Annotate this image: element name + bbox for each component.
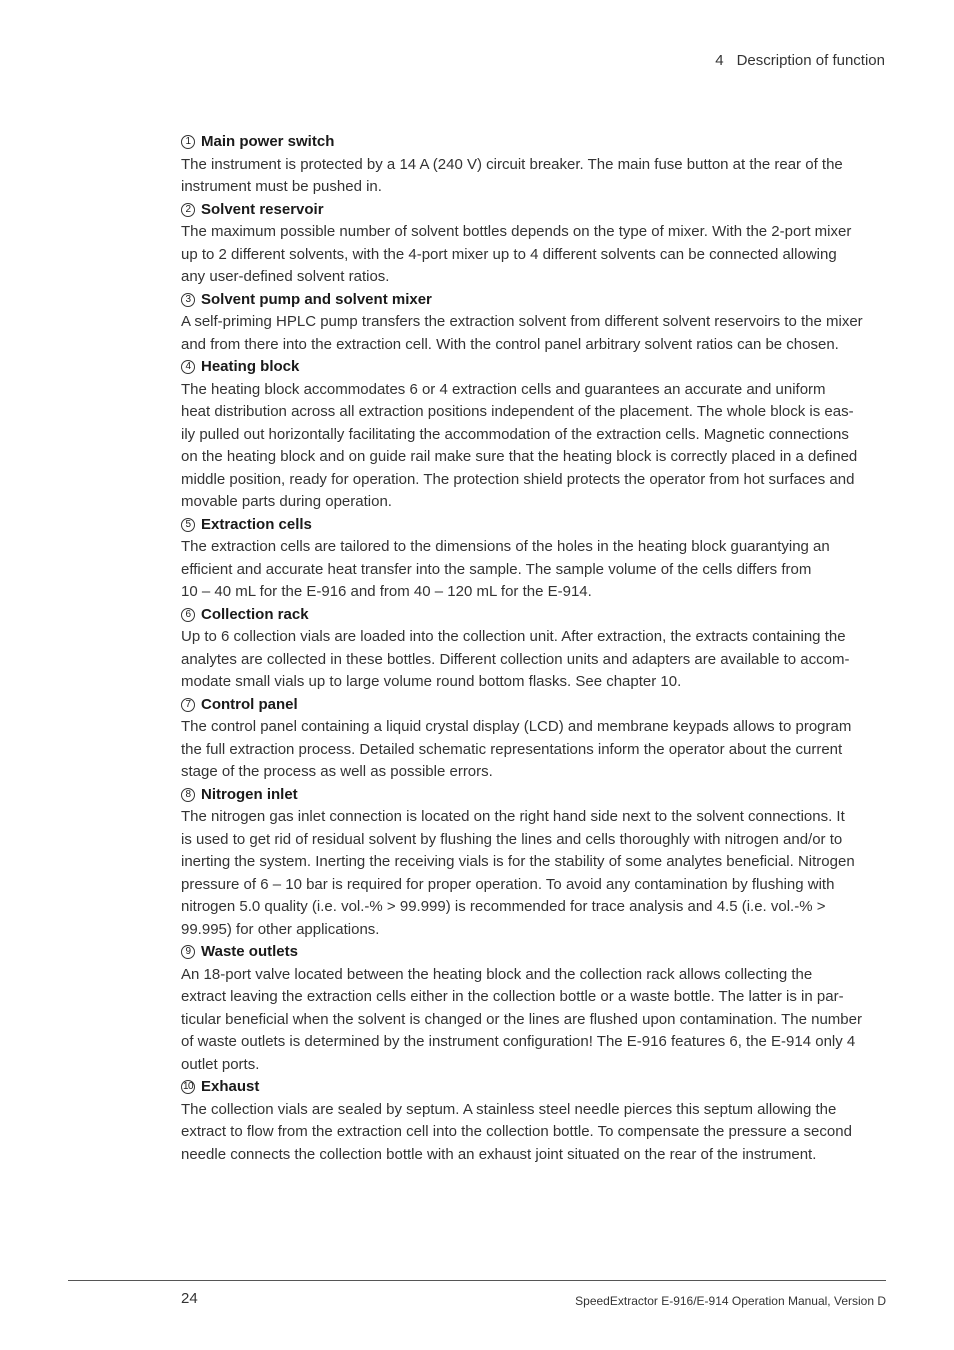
text-line: heat distribution across all extraction positions independent of the placement. The whole block is eas- xyxy=(181,403,854,420)
text-line: An 18-port valve located between the heating block and the collection rack allows collecting the xyxy=(181,965,813,983)
text-line: the full extraction process. Detailed schematic representations inform the operator about the current xyxy=(181,740,843,758)
item-main-power-switch xyxy=(181,131,887,199)
text-line: Up to 6 collection vials are loaded into the collection unit. After extraction, the extracts containing the xyxy=(181,628,846,645)
text-line: efficient and accurate heat transfer into the sample. The sample volume of the cells differs from xyxy=(181,560,812,578)
text-line: needle connects the collection bottle with an exhaust joint situated on the rear of the instrument. xyxy=(181,1145,817,1163)
item-description xyxy=(181,379,887,514)
text-line: outlet ports. xyxy=(181,1055,260,1073)
text-line: is used to get rid of residual solvent by flushing the lines and cells thoroughly with nitrogen and/or to xyxy=(181,830,843,848)
text-line: extract leaving the extraction cells either in the collection bottle or a waste bottle. The latter is in par- xyxy=(181,988,844,1005)
text-line: any user-defined solvent ratios. xyxy=(181,268,390,285)
item-control-panel xyxy=(181,694,887,784)
item-heading xyxy=(181,784,887,807)
item-title: Collection rack xyxy=(201,605,309,623)
item-title: Waste outlets xyxy=(201,943,298,960)
item-description xyxy=(181,536,887,604)
item-heading xyxy=(181,604,887,627)
text-line: stage of the process as well as possible errors. xyxy=(181,763,493,780)
item-number-badge: 8 xyxy=(181,788,195,802)
text-line: The collection vials are sealed by septum. A stainless steel needle pierces this septum allowing the xyxy=(181,1100,837,1118)
text-line: middle position, ready for operation. The protection shield protects the operator from hot surfaces and xyxy=(181,470,855,488)
item-heading xyxy=(181,199,887,222)
item-number-badge: 4 xyxy=(181,360,195,374)
item-heading xyxy=(181,514,887,537)
item-heading xyxy=(181,356,887,379)
item-description xyxy=(181,964,887,1077)
item-heading xyxy=(181,289,887,312)
text-line: The heating block accommodates 6 or 4 extraction cells and guarantees an accurate and uniform xyxy=(181,380,826,398)
text-line: on the heating block and on guide rail make sure that the heating block is correctly placed in a defined xyxy=(181,448,858,465)
item-extraction-cells xyxy=(181,514,887,604)
chapter-number: 4 xyxy=(715,52,724,69)
item-collection-rack xyxy=(181,604,887,694)
text-line: up to 2 different solvents, with the 4-port mixer up to 4 different solvents can be connected allowing xyxy=(181,245,837,263)
item-number-badge: 9 xyxy=(181,945,195,959)
item-description xyxy=(181,311,887,356)
chapter-title: Description of function xyxy=(736,52,885,69)
item-title: Heating block xyxy=(201,358,300,375)
item-title: Control panel xyxy=(201,695,298,713)
item-title: Main power switch xyxy=(201,133,335,150)
item-description xyxy=(181,626,887,694)
item-solvent-pump-and-mixer xyxy=(181,289,887,357)
item-exhaust xyxy=(181,1076,887,1166)
item-heading xyxy=(181,1076,887,1099)
text-line: inerting the system. Inerting the receiving vials is for the stability of some analytes beneficial. Nitrogen xyxy=(181,853,855,870)
text-line: 10 – 40 mL for the E-916 and from 40 – 120 mL for the E-914. xyxy=(181,583,592,600)
item-heading xyxy=(181,131,887,154)
text-line: 99.995) for other applications. xyxy=(181,920,380,938)
item-number-badge: 1 xyxy=(181,135,195,149)
item-title: Solvent reservoir xyxy=(201,200,324,218)
item-title: Extraction cells xyxy=(201,515,312,533)
item-solvent-reservoir xyxy=(181,199,887,289)
text-line: instrument must be pushed in. xyxy=(181,178,382,195)
item-heading xyxy=(181,694,887,717)
item-description xyxy=(181,806,887,941)
text-line: The maximum possible number of solvent bottles depends on the type of mixer. With the 2-port mixer xyxy=(181,223,852,240)
text-line: analytes are collected in these bottles. Different collection units and adapters are available to accom- xyxy=(181,650,850,668)
text-line: extract to flow from the extraction cell into the collection bottle. To compensate the pressure a second xyxy=(181,1123,852,1140)
item-number-badge: 6 xyxy=(181,608,195,622)
text-line: nitrogen 5.0 quality (i.e. vol.-% > 99.999) is recommended for trace analysis and 4.5 (i.e. vol.-% > xyxy=(181,898,826,915)
text-line: A self-priming HPLC pump transfers the extraction solvent from different solvent reservoirs to the mixer xyxy=(181,313,863,330)
item-number-badge: 3 xyxy=(181,293,195,307)
text-line: of waste outlets is determined by the instrument configuration! The E-916 features 6, the E-914 only 4 xyxy=(181,1033,856,1050)
item-waste-outlets xyxy=(181,941,887,1076)
text-line: The extraction cells are tailored to the dimensions of the holes in the heating block guarantying an xyxy=(181,538,830,555)
item-description xyxy=(181,716,887,784)
item-nitrogen-inlet xyxy=(181,784,887,942)
item-title: Solvent pump and solvent mixer xyxy=(201,290,432,308)
footer-divider xyxy=(68,1280,886,1281)
item-title: Exhaust xyxy=(201,1078,260,1095)
item-heating-block xyxy=(181,356,887,514)
text-line: The control panel containing a liquid crystal display (LCD) and membrane keypads allows to program xyxy=(181,718,852,735)
text-line: The nitrogen gas inlet connection is located on the right hand side next to the solvent connections. It xyxy=(181,808,845,825)
item-description xyxy=(181,1099,887,1167)
item-description xyxy=(181,154,887,199)
item-number-badge: 5 xyxy=(181,518,195,532)
text-line: The instrument is protected by a 14 A (240 V) circuit breaker. The main fuse button at the rear of the xyxy=(181,155,843,173)
text-line: ticular beneficial when the solvent is changed or the lines are flushed upon contamination. The number xyxy=(181,1010,862,1028)
text-line: ily pulled out horizontally facilitating the accommodation of the extraction cells. Magnetic connections xyxy=(181,425,849,443)
item-number-badge: 7 xyxy=(181,698,195,712)
running-header xyxy=(715,52,885,69)
item-heading xyxy=(181,941,887,964)
text-line: pressure of 6 – 10 bar is required for proper operation. To avoid any contamination by flushing with xyxy=(181,875,835,893)
item-number-badge: 10 xyxy=(182,1081,194,1093)
document-title: SpeedExtractor E-916/E-914 Operation Manual, Version D xyxy=(575,1294,886,1308)
text-line: modate small vials up to large volume round bottom flasks. See chapter 10. xyxy=(181,673,682,690)
text-line: and from there into the extraction cell. With the control panel arbitrary solvent ratios can be chosen. xyxy=(181,335,839,353)
page-number: 24 xyxy=(181,1290,198,1307)
function-description-list xyxy=(181,131,887,1166)
item-title: Nitrogen inlet xyxy=(201,785,298,803)
text-line: movable parts during operation. xyxy=(181,493,392,510)
item-number-badge: 2 xyxy=(181,203,195,217)
item-description xyxy=(181,221,887,289)
